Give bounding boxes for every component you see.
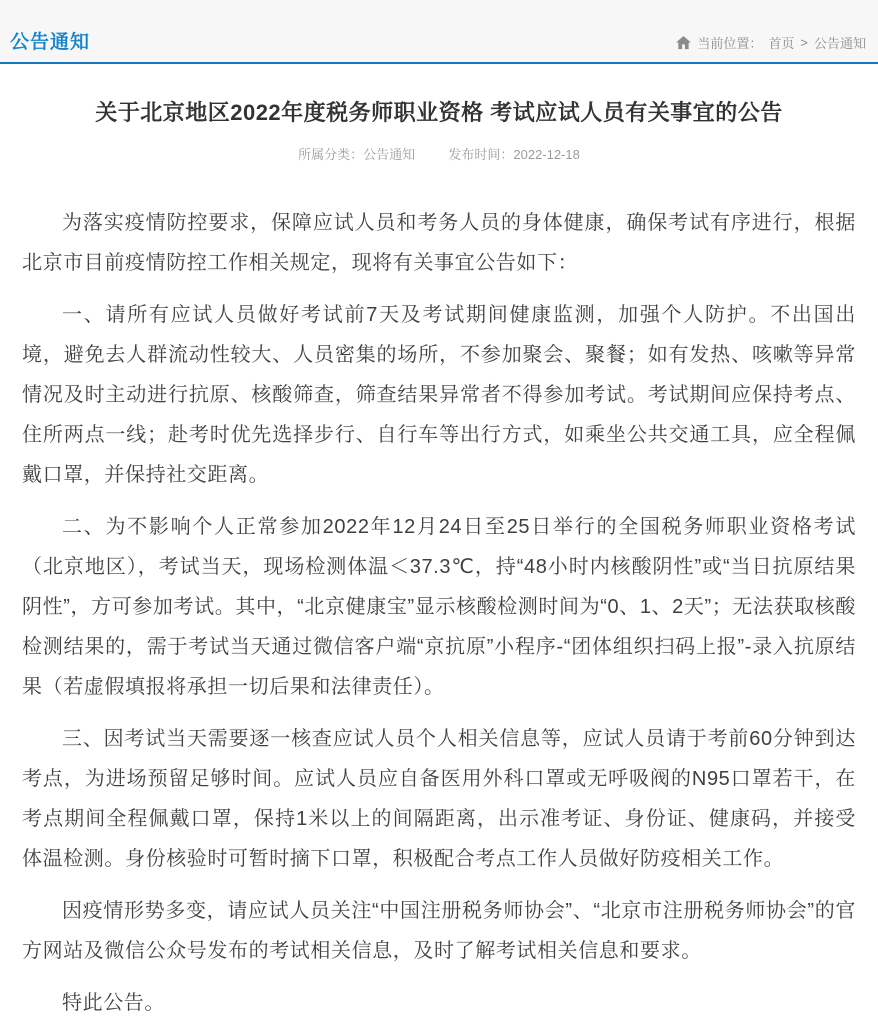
meta-date-label: 发布时间： <box>448 147 514 162</box>
article-title: 关于北京地区2022年度税务师职业资格 考试应试人员有关事宜的公告 <box>95 100 783 125</box>
article-paragraph: 三、因考试当天需要逐一核查应试人员个人相关信息等，应试人员请于考前60分钟到达考点，为进场预留足够时间。应试人员应自备医用外科口罩或无呼吸阀的N95口罩若干，在考点期间全程佩戴口罩，保持1米以上的间隔距离，出示准考证、身份证、健康码，并接受体温检测。身份核验时可暂时摘下口罩，积极配合考点工作人员做好防疫相关工作。 <box>22 728 856 870</box>
meta-category <box>298 144 415 163</box>
meta-publish-date <box>448 144 580 163</box>
breadcrumb-current-page[interactable]: 公告通知 <box>813 36 866 51</box>
article-paragraph: 特此公告。 <box>62 992 165 1014</box>
meta-category-value: 公告通知 <box>363 147 416 162</box>
article-paragraph: 因疫情形势多变，请应试人员关注“中国注册税务师协会”、“北京市注册税务师协会”的官方网站及微信公众号发布的考试相关信息，及时了解考试相关信息和要求。 <box>22 900 856 962</box>
breadcrumb <box>676 33 866 54</box>
article-paragraph: 一、请所有应试人员做好考试前7天及考试期间健康监测，加强个人防护。不出国出境，避免去人群流动性较大、人员密集的场所，不参加聚会、聚餐；如有发热、咳嗽等异常情况及时主动进行抗原、核酸筛查，筛查结果异常者不得参加考试。考试期间应保持考点、住所两点一线；赴考时优先选择步行、自行车等出行方式，如乘坐公共交通工具，应全程佩戴口罩，并保持社交距离。 <box>22 304 856 486</box>
breadcrumb-home-link[interactable]: 首页 <box>768 36 795 51</box>
breadcrumb-location-label: 当前位置： <box>697 36 763 51</box>
article-meta <box>22 144 856 163</box>
section-title: 公告通知 <box>10 32 91 53</box>
meta-category-label: 所属分类： <box>298 147 364 162</box>
home-icon <box>676 36 691 50</box>
article-paragraph: 二、为不影响个人正常参加2022年12月24日至25日举行的全国税务师职业资格考试（北京地区），考试当天，现场检测体温＜37.3℃，持“48小时内核酸阴性”或“当日抗原结果阴性”，方可参加考试。其中，“北京健康宝”显示核酸检测时间为“0、1、2天”；无法获取核酸检测结果的，需于考试当天通过微信客户端“京抗原”小程序-“团体组织扫码上报”-录入抗原结果（若虚假填报将承担一切后果和法律责任）。 <box>22 516 856 698</box>
section-header-bar <box>0 0 878 64</box>
article-paragraph: 为落实疫情防控要求，保障应试人员和考务人员的身体健康，确保考试有序进行，根据北京市目前疫情防控工作相关规定，现将有关事宜公告如下： <box>22 212 856 274</box>
meta-date-value: 2022-12-18 <box>513 147 580 162</box>
article-body <box>22 203 856 1023</box>
article-container <box>0 96 878 1023</box>
breadcrumb-separator: > <box>800 35 808 50</box>
